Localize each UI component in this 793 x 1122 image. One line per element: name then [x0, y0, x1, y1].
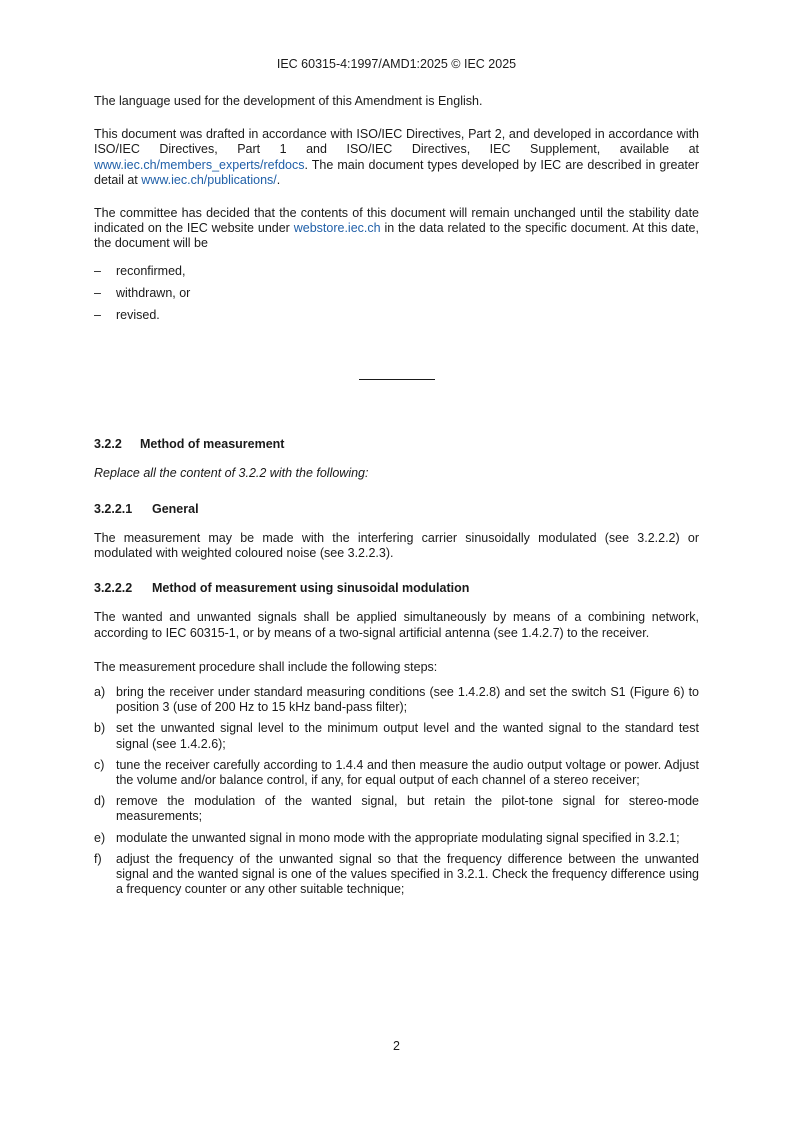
step-a [94, 685, 699, 715]
drafted-paragraph [94, 127, 699, 188]
dash-marker: – [94, 285, 101, 300]
step-marker: c) [94, 757, 105, 772]
committee-text-1: The committee has decided that the contents of this document will remain unchanged until the stability date indicated on the IEC website under [94, 206, 699, 236]
step-text: set the unwanted signal level to the minimum output level and the wanted signal to the standard test signal (see 1.4.2.6); [116, 721, 699, 751]
page-number: 2 [393, 1039, 400, 1053]
step-marker: e) [94, 830, 106, 845]
dash-item-revised [94, 308, 699, 323]
general-paragraph: The measurement may be made with the interfering carrier sinusoidally modulated (see 3.2.2.2) or modulated with weighted coloured noise (see 3.2.2.3). [94, 530, 699, 561]
step-text: remove the modulation of the wanted signal, but retain the pilot-tone signal for stereo-mode measurements; [116, 794, 699, 824]
section-title: General [152, 501, 199, 516]
dash-item-reconfirmed [94, 264, 699, 279]
step-e [94, 831, 699, 846]
page-content [94, 94, 699, 898]
amendment-instruction: Replace all the content of 3.2.2 with the following: [94, 466, 369, 481]
committee-paragraph [94, 206, 699, 252]
dash-marker: – [94, 263, 101, 278]
drafted-text-2: . The main document types developed by IEC are described in greater detail at [94, 157, 699, 187]
section-title: Method of measurement using sinusoidal modulation [152, 581, 470, 596]
signals-paragraph: The wanted and unwanted signals shall be applied simultaneously by means of a combining network, according to IEC 60315-1, or by means of a two-signal artificial antenna (see 1.4.2.7) to the receiver. [94, 610, 699, 640]
section-heading-3-2-2 [94, 437, 699, 452]
section-title: Method of measurement [140, 437, 285, 452]
separator-rule [359, 379, 435, 380]
section-heading-3-2-2-1 [94, 502, 699, 517]
step-text: tune the receiver carefully according to 1.4.4 and then measure the audio output voltage or power. Adjust the volume and/or balance control, if any, for equal output of each channel of a stereo receiver; [116, 757, 699, 788]
committee-text-2: in the data related to the specific document. At this date, the document will be [94, 221, 699, 251]
step-marker: f) [94, 851, 102, 866]
step-f [94, 852, 699, 898]
dash-item-withdrawn [94, 286, 699, 301]
drafted-text-3: . [276, 172, 281, 187]
dash-item-text: reconfirmed, [116, 263, 186, 278]
dash-item-text: withdrawn, or [116, 285, 191, 300]
step-b [94, 721, 699, 751]
step-d [94, 794, 699, 824]
procedure-intro: The measurement procedure shall include the following steps: [94, 659, 438, 674]
section-number: 3.2.2 [94, 437, 122, 452]
step-marker: b) [94, 721, 106, 736]
webstore-link[interactable]: webstore.iec.ch [293, 221, 381, 236]
step-marker: d) [94, 794, 106, 809]
step-text: modulate the unwanted signal in mono mode with the appropriate modulating signal specified in 3.2.1; [116, 830, 680, 845]
step-c [94, 758, 699, 788]
section-number: 3.2.2.2 [94, 581, 133, 596]
dash-marker: – [94, 308, 101, 323]
refdocs-link[interactable]: www.iec.ch/members_experts/refdocs [94, 157, 305, 172]
language-paragraph: The language used for the development of this Amendment is English. [94, 94, 483, 108]
section-number: 3.2.2.1 [94, 501, 133, 516]
section-heading-3-2-2-2 [94, 581, 699, 596]
dash-item-text: revised. [116, 308, 160, 323]
step-text: adjust the frequency of the unwanted signal so that the frequency difference between the unwanted signal and the wanted signal is one of the values specified in 3.2.1. Check the frequency difference using a frequency counter or any other suitable technique; [116, 851, 699, 897]
step-text: bring the receiver under standard measuring conditions (see 1.4.2.8) and set the switch S1 (Figure 6) to position 3 (use of 200 Hz to 15 kHz band-pass filter); [116, 685, 699, 715]
step-marker: a) [94, 685, 106, 700]
page-header: IEC 60315-4:1997/AMD1:2025 © IEC 2025 [276, 57, 517, 71]
publications-link[interactable]: www.iec.ch/publications/ [141, 172, 277, 187]
drafted-text-1: This document was drafted in accordance with ISO/IEC Directives, Part 2, and developed in accordance with ISO/IEC Directives, Part 1 and ISO/IEC Directives, IEC Supplement, available at [94, 127, 699, 157]
